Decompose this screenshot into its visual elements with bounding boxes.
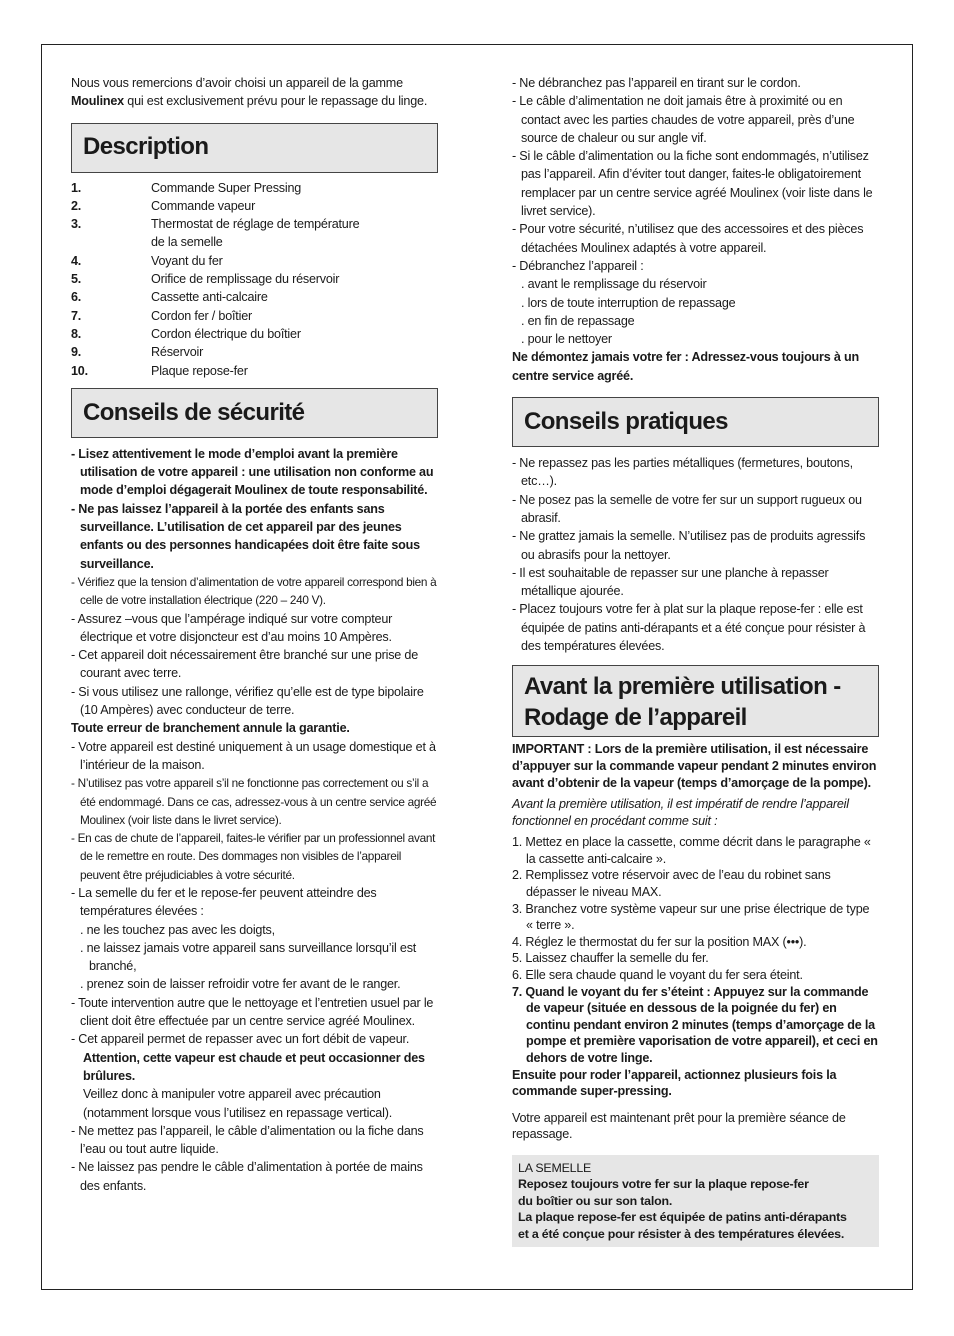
list-item [71, 197, 438, 215]
bullet-item: - Pour votre sécurité, n’utilisez que des accessoires et des pièces détachées Moulinex adaptés à votre appareil. [512, 222, 864, 255]
steps-list [512, 834, 879, 1066]
sub-item: . prenez soin de laisser refroidir votre fer avant de le ranger. [80, 977, 401, 992]
bullet-item: - Cet appareil doit nécessairement être branché sur une prise de courant avec terre. [71, 648, 419, 681]
item-text: Cordon fer / boîtier [151, 308, 252, 323]
item-number: 7. [71, 308, 82, 323]
heading-text: Rodage de l’appareil [524, 704, 747, 732]
item-number [71, 233, 151, 251]
semelle-text: Reposez toujours votre fer sur la plaque repose-fer [518, 1177, 809, 1192]
semelle-text: La plaque repose-fer est équipée de patins anti-dérapants [518, 1210, 847, 1225]
item-text: Voyant du fer [151, 253, 223, 268]
intro-text-end: qui est exclusivement prévu pour le repassage du linge. [123, 94, 428, 109]
item-number: 2. [71, 198, 82, 213]
bullet-item: - Vérifiez que la tension d’alimentation de votre appareil correspond bien à celle de votre installation électrique (220 – 240 V). [71, 574, 437, 608]
heading-text: Description [83, 133, 209, 161]
item-text: Orifice de remplissage du réservoir [151, 272, 340, 287]
list-item [71, 325, 438, 343]
item-text: Commande Super Pressing [151, 180, 302, 195]
sub-item: . ne laissez jamais votre appareil sans surveillance lorsqu’il est branché, [80, 940, 417, 974]
bullet-item: - Ne laissez pas pendre le câble d’alimentation à portée de mains des enfants. [71, 1160, 423, 1193]
bullet-item: - Assurez –vous que l’ampérage indiqué sur votre compteur électrique et votre disjoncteur est d’au moins 10 Ampères. [71, 611, 393, 644]
bullet-item: - Ne mettez pas l’appareil, le câble d’alimentation ou la fiche dans l’eau ou tout autre liquide. [71, 1123, 424, 1157]
sub-item: . pour le nettoyer [521, 332, 612, 347]
item-text: Cordon électrique du boîtier [151, 326, 301, 341]
semelle-box [512, 1155, 879, 1247]
bullet-item: - Débranchez l’appareil : [512, 258, 644, 273]
item-number: 9. [71, 345, 82, 360]
heading-text: Conseils de sécurité [83, 398, 305, 426]
bullet-item: - Si vous utilisez une rallonge, vérifiez qu’elle est de type bipolaire (10 Ampères) avec conducteur de terre. [71, 684, 424, 718]
bullet-item: - Toute intervention autre que le nettoyage et l’entretien usuel par le client doit être effectuée par un centre service agréé Moulinex. [71, 995, 434, 1029]
list-item [71, 362, 438, 380]
brand-name: Moulinex [71, 94, 124, 109]
bullet-item: - Votre appareil est destiné uniquement à un usage domestique et à l’intérieur de la maison. [71, 739, 436, 772]
item-number: 6. [71, 290, 82, 305]
list-item [71, 215, 438, 233]
bullet-item: - Il est souhaitable de repasser sur une planche à repasser métallique ajourée. [512, 565, 829, 599]
list-item [71, 343, 438, 361]
section-heading-securite [71, 388, 438, 438]
item-number: 8. [71, 326, 82, 341]
step-item: 2. Remplissez votre réservoir avec de l’eau du robinet sans dépasser le niveau MAX. [512, 868, 831, 900]
item-text: Réservoir [151, 345, 204, 360]
step-item: 7. Quand le voyant du fer s’éteint : Appuyez sur la commande de vapeur (située en dessous de la poignée du fer) en continu pendant environ 2 minutes (temps d’amorçage de la pompe et première vaporisation de votre appareil), et ceci en dehors de votre linge. [512, 984, 878, 1065]
bullet-item: - Le câble d’alimentation ne doit jamais être à proximité ou en contact avec les parties chaudes de votre appareil, près d’une source de chaleur ou sur angle vif. [512, 94, 855, 145]
section-heading-pratiques [512, 397, 879, 447]
right-column [512, 74, 879, 1247]
item-number: 1. [71, 180, 82, 195]
semelle-text: et a été conçue pour résister à des températures élevées. [518, 1226, 845, 1241]
list-item [71, 307, 438, 325]
sub-item: . ne les touchez pas avec les doigts, [80, 922, 275, 937]
semelle-title: LA SEMELLE [518, 1160, 592, 1175]
semelle-text: du boîtier ou sur son talon. [518, 1193, 673, 1208]
intro-instruction: Avant la première utilisation, il est impératif de rendre l’appareil fonctionnel en procédant comme suit : [512, 797, 849, 828]
sub-item: . en fin de repassage [521, 313, 635, 328]
intro-paragraph [71, 74, 438, 111]
list-item [71, 179, 438, 197]
left-column [71, 74, 438, 1195]
item-number: 4. [71, 253, 82, 268]
bullet-item: - Placez toujours votre fer à plat sur la plaque repose-fer : elle est équipée de patins anti-dérapants et a été conçue pour résister à des températures élevées. [512, 602, 866, 654]
heading-text: Avant la première utilisation - [524, 673, 841, 701]
step-item: 6. Elle sera chaude quand le voyant du fer sera éteint. [512, 968, 803, 983]
list-item [71, 288, 438, 306]
item-text: Plaque repose-fer [151, 363, 248, 378]
bullet-item: - Ne pas laissez l’appareil à la portée des enfants sans surveillance. L’utilisation de cet appareil par des jeunes enfants ou des personnes handicapées doit être faite sous surveillance. [71, 501, 420, 571]
list-item [71, 252, 438, 270]
securite-list [71, 445, 438, 1195]
break-in-note: Ensuite pour roder l’appareil, actionnez plusieurs fois la commande super-pressing. [512, 1067, 837, 1099]
bullet-item: - Lisez attentivement le mode d’emploi avant la première utilisation de votre appareil : une utilisation non conforme au mode d’emploi dégagerait Moulinex de toute responsabilité. [71, 446, 434, 498]
bullet-item: - Ne repassez pas les parties métalliques (fermetures, boutons, etc…). [512, 456, 853, 489]
warranty-note: Toute erreur de branchement annule la garantie. [71, 721, 350, 736]
important-note: IMPORTANT : Lors de la première utilisation, il est nécessaire d’appuyer sur la commande vapeur pendant 2 minutes environ avant d’obtenir de la vapeur (temps d’amorçage de la pompe). [512, 742, 877, 790]
sub-item: . lors de toute interruption de repassage [521, 295, 736, 310]
list-item [71, 270, 438, 288]
bullet-item: - N’utilisez pas votre appareil s’il ne fonctionne pas correctement ou s’il a été endommagé. Dans ce cas, adressez-vous à un centre service agréé Moulinex (voir liste dans le livret service). [71, 776, 437, 827]
bullet-item: - La semelle du fer et le repose-fer peuvent atteindre des températures élevées : [71, 885, 377, 919]
caution-text: Veillez donc à manipuler votre appareil avec précaution (notamment lorsque vous l’utilisez en repassage vertical). [83, 1087, 392, 1120]
item-text: Commande vapeur [151, 198, 256, 213]
step-item: 3. Branchez votre système vapeur sur une prise électrique de type « terre ». [512, 901, 870, 933]
bullet-item: - Cet appareil permet de repasser avec un fort débit de vapeur. [71, 1032, 410, 1047]
intro-text: Nous vous remercions d’avoir choisi un appareil de la gamme [71, 76, 403, 90]
step-item: 4. Réglez le thermostat du fer sur la position MAX (•••). [512, 934, 807, 949]
bullet-item: - Ne débranchez pas l’appareil en tirant sur le cordon. [512, 76, 801, 90]
bullet-item: - Ne grattez jamais la semelle. N’utilisez pas de produits agressifs ou abrasifs pour la nettoyer. [512, 529, 866, 562]
item-text: Cassette anti-calcaire [151, 290, 268, 305]
item-number: 5. [71, 272, 82, 287]
bullet-item: - Ne posez pas la semelle de votre fer sur un support rugueux ou abrasif. [512, 492, 862, 525]
section-heading-rodage [512, 665, 879, 737]
item-number: 10. [71, 363, 88, 378]
sub-item: . avant le remplissage du réservoir [521, 277, 707, 292]
list-item [71, 233, 438, 251]
item-text: de la semelle [151, 235, 223, 250]
ready-note: Votre appareil est maintenant prêt pour la première séance de repassage. [512, 1110, 846, 1142]
bullet-item: - En cas de chute de l’appareil, faites-le vérifier par un professionnel avant de le remettre en route. Des dommages non visibles de l’appareil peuvent être préjudiciables à votre sécurité. [71, 831, 436, 882]
rodage-body [512, 741, 879, 1143]
step-item: 1. Mettez en place la cassette, comme décrit dans le paragraphe « la cassette anti-calcaire ». [512, 835, 871, 866]
section-heading-description [71, 123, 438, 173]
step-item: 5. Laissez chauffer la semelle du fer. [512, 951, 709, 966]
bullet-item: - Si le câble d’alimentation ou la fiche sont endommagés, n’utilisez pas l’appareil. Afin d’éviter tout danger, faites-le obligatoirement remplacer par un centre service agréé Moulinex (voir liste dans le livret service). [512, 149, 873, 219]
attention-warning: Attention, cette vapeur est chaude et peut occasionner des brûlures. [83, 1050, 425, 1083]
disassembly-warning: Ne démontez jamais votre fer : Adressez-vous toujours à un centre service agréé. [512, 350, 859, 383]
item-text: Thermostat de réglage de température [151, 217, 360, 232]
description-list [71, 179, 438, 380]
heading-text: Conseils pratiques [524, 407, 728, 435]
item-number: 3. [71, 217, 82, 232]
pratiques-list [512, 454, 879, 655]
